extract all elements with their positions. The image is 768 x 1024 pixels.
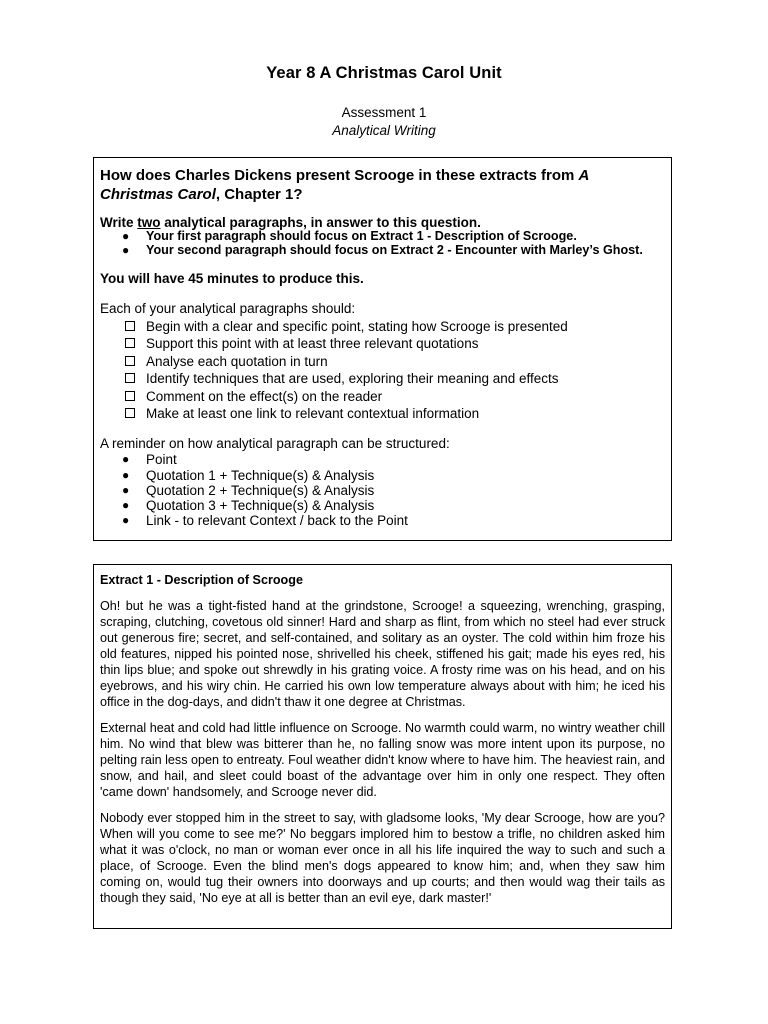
assessment-type: Analytical Writing — [332, 123, 436, 138]
bullet-icon: ● — [122, 467, 130, 482]
checklist-text: Analyse each quotation in turn — [146, 353, 328, 369]
checklist-text: Begin with a clear and specific point, stating how Scrooge is presented — [146, 319, 568, 334]
assessment-label: Assessment 1 — [341, 105, 427, 120]
structure-text: Quotation 2 + Technique(s) & Analysis — [146, 482, 375, 498]
bullet-icon: ● — [122, 229, 130, 243]
task-question — [100, 166, 665, 204]
instruction-start: Write — [100, 215, 138, 230]
structure-text: Quotation 3 + Technique(s) & Analysis — [146, 498, 375, 514]
task-box — [93, 157, 672, 541]
question-end: , Chapter 1? — [215, 186, 303, 203]
checklist-item — [100, 405, 665, 422]
list-item — [100, 498, 665, 513]
bullet-icon: ● — [122, 452, 130, 467]
bullet-icon: ● — [122, 482, 130, 497]
extract-box — [93, 564, 672, 929]
checklist-item — [100, 335, 665, 352]
checkbox-icon — [125, 408, 135, 418]
structure-list — [100, 452, 665, 528]
bullet-icon: ● — [122, 242, 130, 257]
instruction-end: analytical paragraphs, in answer to this question. — [160, 215, 481, 230]
checklist-item — [100, 318, 665, 335]
structure-reminder: A reminder on how analytical paragraph can be structured: — [100, 436, 450, 452]
extract-title: Extract 1 - Description of Scrooge — [100, 573, 303, 587]
checkbox-icon — [125, 321, 135, 331]
focus-list — [100, 230, 665, 257]
checklist-item — [100, 370, 665, 387]
focus-text: Your first paragraph should focus on Extract 1 - Description of Scrooge. — [146, 229, 577, 243]
extract-paragraph: External heat and cold had little influence on Scrooge. No warmth could warm, no wintry weather chill him. No wind that blew was bitterer than he, no falling snow was more intent upon its purpose, no pelting rain less open to entreaty. Foul weather didn't know where to have him. The heaviest rain, and snow, and hail, and sleet could boast of the advantage over him in only one respect. They often 'came down' handsomely, and Scrooge never did. — [100, 721, 665, 799]
checkbox-icon — [125, 373, 135, 383]
checkbox-icon — [125, 338, 135, 348]
structure-text: Link - to relevant Context / back to the Point — [146, 513, 408, 529]
task-instruction — [100, 215, 665, 230]
extract-paragraph: Nobody ever stopped him in the street to say, with gladsome looks, 'My dear Scrooge, how are you? When will you come to see me?' No beggars implored him to bestow a trifle, no children asked him what it was o'clock, no man or woman ever once in all his life inquired the way to such and such a place, of Scrooge. Even the blind men's dogs appeared to know him; and, when they saw him coming on, would tug their owners into doorways and up courts; and then would wag their tails as though they said, 'No eye at all is better than an evil eye, dark master!' — [100, 811, 665, 905]
list-item — [100, 513, 665, 528]
structure-text: Quotation 1 + Technique(s) & Analysis — [146, 467, 375, 483]
checklist-item — [100, 353, 665, 370]
list-item — [100, 452, 665, 467]
instruction-underlined: two — [137, 215, 161, 230]
structure-text: Point — [146, 452, 177, 468]
extract-paragraph: Oh! but he was a tight-fisted hand at the grindstone, Scrooge! a squeezing, wrenching, grasping, scraping, clutching, covetous old sinner! Hard and sharp as flint, from which no steel had ever struck out generous fire; secret, and self-contained, and solitary as an oyster. The cold within him froze his old features, nipped his pointed nose, shrivelled his cheek, stiffened his gait; made his eyes red, his thin lips blue; and spoke out shrewdly in his grating voice. A frosty rime was on his head, and on his eyebrows, and his wiry chin. He carried his own low temperature always about with him; he iced his office in the dog-days, and didn't thaw it one degree at Christmas. — [100, 599, 665, 709]
question-book-title: A Christmas Carol — [100, 167, 589, 203]
checklist-text: Make at least one link to relevant contextual information — [146, 406, 480, 422]
question-start: How does Charles Dickens present Scrooge in these extracts from — [100, 167, 579, 184]
list-item — [100, 468, 665, 483]
list-item — [100, 483, 665, 498]
checkbox-icon — [125, 356, 135, 366]
document-title: Year 8 A Christmas Carol Unit — [266, 64, 502, 82]
list-item — [100, 230, 665, 244]
checklist-item — [100, 388, 665, 405]
list-item — [100, 244, 665, 258]
checklist-text: Identify techniques that are used, exploring their meaning and effects — [146, 371, 559, 387]
criteria-checklist — [100, 318, 665, 422]
bullet-icon: ● — [122, 513, 130, 528]
checkbox-icon — [125, 391, 135, 401]
paragraph-intro: Each of your analytical paragraphs should: — [100, 301, 356, 316]
bullet-icon: ● — [122, 498, 130, 513]
checklist-text: Support this point with at least three relevant quotations — [146, 336, 479, 352]
time-limit: You will have 45 minutes to produce this. — [100, 271, 364, 286]
focus-text: Your second paragraph should focus on Extract 2 - Encounter with Marley’s Ghost. — [146, 242, 643, 257]
checklist-text: Comment on the effect(s) on the reader — [146, 388, 383, 404]
